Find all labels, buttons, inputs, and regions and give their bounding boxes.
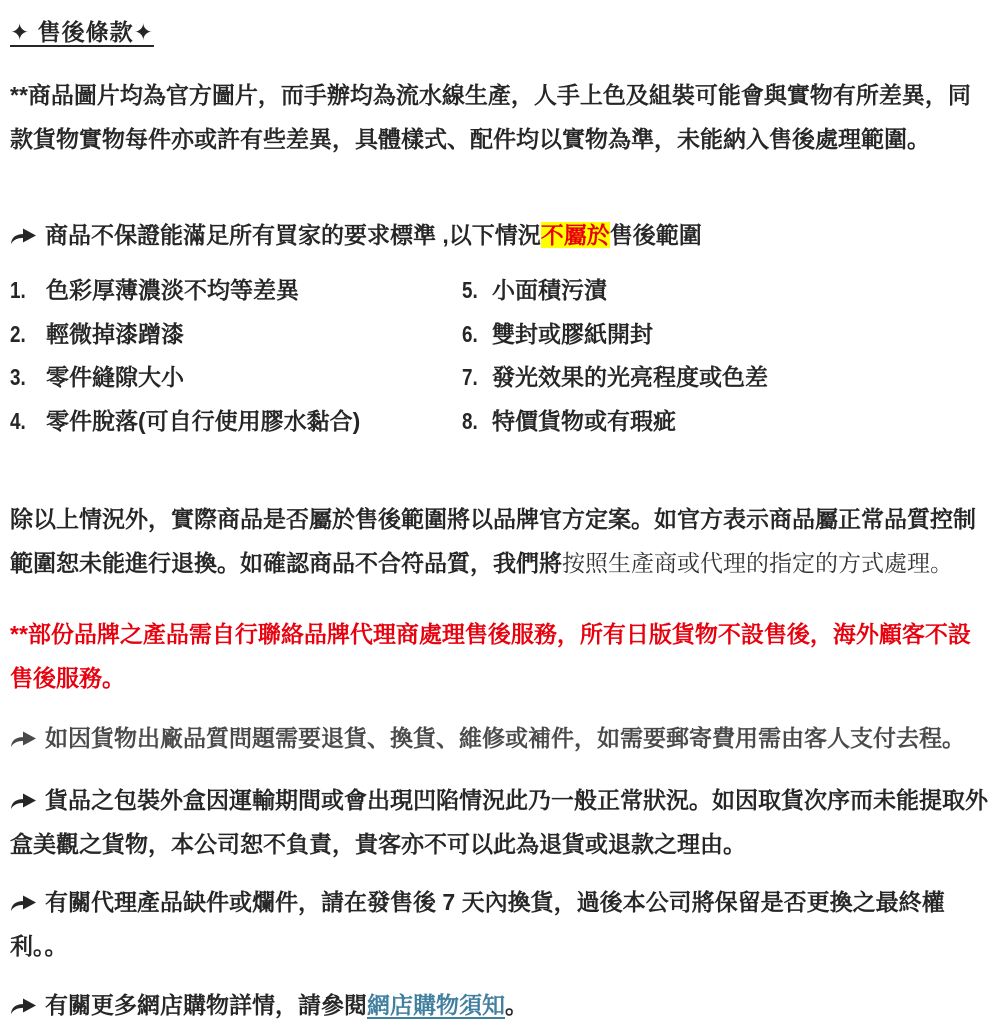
policy-bold: 除以上情況外，實際商品是否屬於售後範圍將以品牌官方定案。如官方表示商品屬正常品質控制範圍恕未能進行退換。如確認商品不合符品質，我們將 bbox=[10, 506, 976, 577]
item-text: 發光效果的光亮程度或色差 bbox=[492, 364, 768, 391]
packaging-note-text: 貨品之包裝外盒因運輸期間或會出現凹陷情況此乃一般正常狀況。如因取貨次序而未能提取外盒美觀之貨物，本公司恕不負責，貴客亦不可以此為退貨或退款之理由。 bbox=[10, 787, 988, 858]
list-item bbox=[462, 277, 988, 303]
exchange-note-text: 有關代理產品缺件或爛件，請在發售後 7 天內換貨，過後本公司將保留是否更換之最終權利。。 bbox=[10, 889, 945, 960]
shopping-guide-link[interactable]: 網店購物須知 bbox=[367, 991, 505, 1018]
item-number: 2. bbox=[10, 320, 26, 347]
notice-post: 售後範圍 bbox=[609, 222, 702, 249]
item-number: 4. bbox=[10, 407, 26, 434]
list-item bbox=[10, 364, 462, 390]
exclusion-list bbox=[10, 277, 988, 451]
page-title: ✦ 售後條款✦ bbox=[10, 19, 154, 45]
item-text: 小面積污漬 bbox=[492, 277, 607, 304]
packaging-note-paragraph bbox=[10, 778, 988, 866]
shipping-note-paragraph bbox=[10, 716, 988, 760]
policy-paragraph bbox=[10, 497, 988, 585]
shipping-note-text: 如因貨物出廠品質問題需要退貨、換貨、維修或補件，如需要郵寄費用需由客人支付去程。 bbox=[45, 724, 965, 751]
right-arrow-icon bbox=[10, 893, 37, 912]
item-text: 輕微掉漆蹭漆 bbox=[46, 320, 184, 347]
item-number: 7. bbox=[462, 364, 478, 391]
right-arrow-icon bbox=[10, 791, 37, 810]
brand-note-paragraph: **部份品牌之產品需自行聯絡品牌代理商處理售後服務，所有日版貨物不設售後，海外顧客不設售後服務。 bbox=[10, 620, 971, 691]
notice-highlight: 不屬於 bbox=[540, 222, 610, 249]
item-text: 特價貨物或有瑕疵 bbox=[492, 407, 676, 434]
item-number: 6. bbox=[462, 320, 478, 347]
more-info-pre: 有關更多網店購物詳情，請參閱 bbox=[45, 991, 367, 1018]
list-item bbox=[10, 408, 462, 434]
item-text: 雙封或膠紙開封 bbox=[492, 320, 653, 347]
item-number: 5. bbox=[462, 277, 478, 304]
list-item bbox=[462, 364, 988, 390]
item-number: 8. bbox=[462, 407, 478, 434]
list-item bbox=[10, 321, 462, 347]
policy-regular: 按照生產商或代理的指定的方式處理。 bbox=[562, 550, 953, 577]
item-text: 色彩厚薄濃淡不均等差異 bbox=[46, 277, 299, 304]
list-item bbox=[462, 321, 988, 347]
exchange-note-paragraph bbox=[10, 880, 988, 968]
right-arrow-icon bbox=[10, 729, 37, 748]
item-text: 零件脫落(可自行使用膠水黏合) bbox=[46, 407, 361, 434]
item-text: 零件縫隙大小 bbox=[46, 364, 184, 391]
item-number: 1. bbox=[10, 277, 26, 304]
intro-paragraph: **商品圖片均為官方圖片，而手辦均為流水線生產，人手上色及組裝可能會與實物有所差異，同款貨物實物每件亦或許有些差異，具體樣式、配件均以實物為準，未能納入售後處理範圍。 bbox=[10, 82, 971, 153]
list-item bbox=[462, 408, 988, 434]
more-info-post: 。 bbox=[505, 991, 528, 1018]
right-arrow-icon bbox=[10, 996, 37, 1015]
more-info-paragraph bbox=[10, 983, 988, 1027]
notice-line bbox=[10, 213, 988, 257]
right-arrow-icon bbox=[10, 226, 37, 245]
list-item bbox=[10, 277, 462, 303]
item-number: 3. bbox=[10, 364, 26, 391]
notice-pre: 商品不保證能滿足所有買家的要求標準 ,以下情況 bbox=[45, 222, 541, 249]
